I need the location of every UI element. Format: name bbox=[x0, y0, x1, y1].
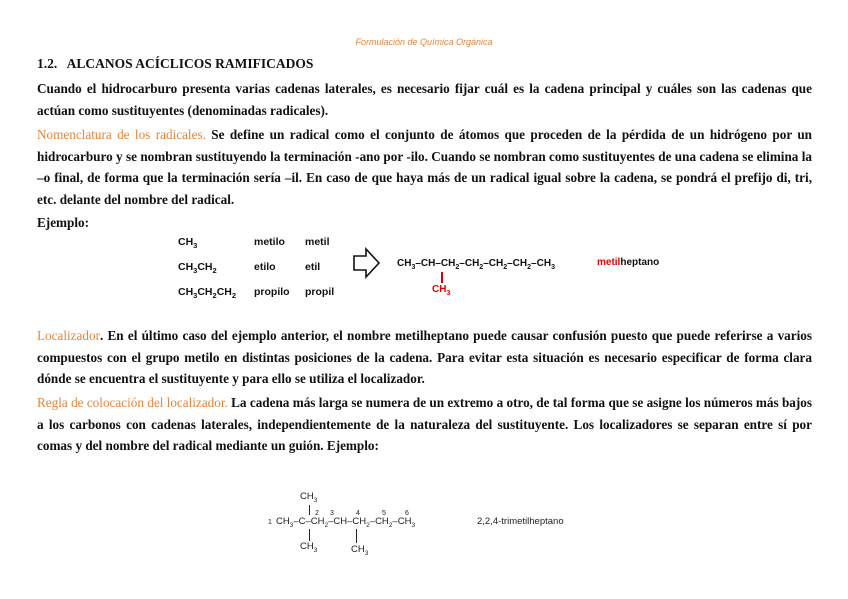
example2-chain: $CH_3-C-CH_2-CH-CH_2-CH_2-CH_3$ bbox=[276, 516, 416, 529]
example1-branch: $CH_3$ bbox=[432, 284, 451, 297]
radical-il-1: metil bbox=[305, 236, 330, 248]
locant-1: 1 bbox=[268, 519, 272, 526]
nomenclatura-text: Se define un radical como el conjunto de átomos que proceden de la pérdida de un hidrógeno por un hidrocarburo y se nombran sustituyendo la terminación -ano por -ilo. Cuando se nombran como sustituyentes de una cadena se elimina la –o final, de forma que la terminación sería –il. En caso de que haya más de un radical igual sobre la cadena, se pondrá el prefijo di, tri, etc. delante del nombre del radical. bbox=[37, 127, 812, 207]
radical-formula-2: $CH_3CH_2$ bbox=[178, 261, 217, 276]
intro-paragraph: Cuando el hidrocarburo presenta varias cadenas laterales, es necesario fijar cuál es la cadena principal y cuáles son las cadenas que actúan como sustituyentes (denominadas radicales). bbox=[37, 81, 812, 118]
locant-3: 3 bbox=[330, 510, 334, 517]
example2-bottom-ch3-1: $CH_3$ bbox=[300, 541, 318, 554]
example2-top-ch3: $CH_3$ bbox=[300, 491, 318, 504]
ejemplo-label: Ejemplo: bbox=[37, 215, 90, 230]
radical-il-2: etil bbox=[305, 261, 321, 273]
nomenclatura-paragraph bbox=[37, 124, 812, 210]
regla-text: La cadena más larga se numera de un extremo a otro, de tal forma que se asigne los números más bajos a los carbonos con cadenas laterales, independientemente de la naturaleza del sustituyente. Los localizadores se separan entre sí por comas y del nombre del radical mediante un guión. Ejemplo: bbox=[37, 395, 812, 453]
localizador-lead: Localizador bbox=[37, 328, 100, 343]
radical-formula-1: $CH_3$ bbox=[178, 236, 198, 251]
page-header: Formulación de Química Orgánica bbox=[355, 37, 493, 47]
nomenclatura-lead: Nomenclatura de los radicales. bbox=[37, 127, 206, 142]
example2-bond-c4 bbox=[356, 529, 357, 543]
arrow-right-icon bbox=[353, 247, 381, 279]
example1-bond bbox=[441, 272, 443, 283]
example1-name: metilheptano bbox=[597, 257, 660, 268]
locant-4: 4 bbox=[356, 510, 360, 517]
regla-paragraph bbox=[37, 392, 812, 457]
localizador-text: . En el último caso del ejemplo anterior, el nombre metilheptano puede causar confusión puesto que puede referirse a varios compuestos con el grupo metilo en distintas posiciones de la cadena. Para evitar esta situación es necesario especificar de forma clara dónde se encuentra el sustituyente y para ello se utiliza el localizador. bbox=[37, 328, 812, 386]
locant-2: 2 bbox=[315, 510, 319, 517]
example2-top-bond bbox=[309, 505, 310, 515]
example2-name: 2,2,4-trimetilheptano bbox=[477, 516, 564, 527]
section-title: 1.2. ALCANOS ACÍCLICOS RAMIFICADOS bbox=[37, 56, 314, 71]
radical-ilo-3: propilo bbox=[254, 286, 290, 298]
example1-chain: $CH_3-CH-CH_2-CH_2-CH_2-CH_2-CH_3$ bbox=[397, 258, 555, 271]
locant-6: 6 bbox=[405, 510, 409, 517]
radical-ilo-2: etilo bbox=[254, 261, 276, 273]
regla-lead: Regla de colocación del localizador. bbox=[37, 395, 228, 410]
locant-5: 5 bbox=[382, 510, 386, 517]
localizador-paragraph bbox=[37, 325, 812, 390]
example2-bond-c2 bbox=[309, 529, 310, 541]
radical-il-3: propil bbox=[305, 286, 335, 298]
radical-formula-3: $CH_3CH_2CH_2$ bbox=[178, 286, 237, 301]
radical-ilo-1: metilo bbox=[254, 236, 285, 248]
example2-bottom-ch3-2: $CH_3$ bbox=[351, 544, 369, 557]
